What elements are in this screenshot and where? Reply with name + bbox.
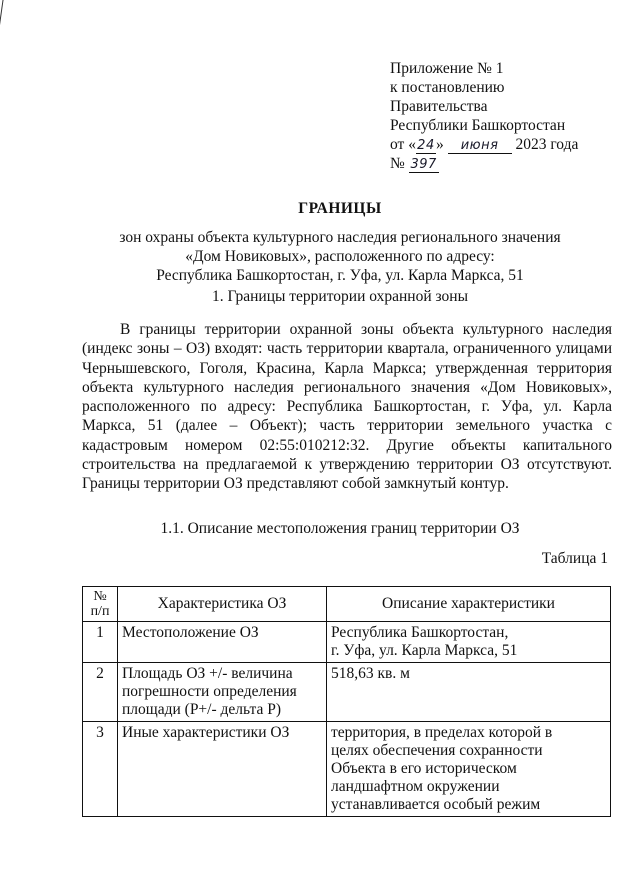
appendix-line: к постановлению [390,79,505,96]
table-label: Таблица 1 [541,550,608,567]
row-description: 518,63 кв. м [327,663,611,722]
date-day: 24 [417,138,435,153]
table-row [83,722,611,817]
section-1-heading: 1. Границы территории охранной зоны [211,288,468,305]
document-number: 397 [410,157,437,172]
appendix-line: Республики Башкортостан [390,117,566,134]
header-description: Описание характеристики [327,587,611,622]
appendix-title: Приложение № 1 [390,60,504,77]
appendix-block [390,59,578,173]
row-characteristic: Иные характеристики ОЗ [118,722,327,817]
header-characteristic: Характеристика ОЗ [118,587,327,622]
row-num: 3 [83,722,118,817]
row-description: Республика Башкортостан, г. Уфа, ул. Карла Маркса, 51 [327,622,611,663]
boundaries-table [82,586,611,817]
document-title [60,199,620,285]
section-1-1-heading: 1.1. Описание местоположения границ территории ОЗ [160,520,520,537]
title-line: Республика Башкортостан, г. Уфа, ул. Карла Маркса, 51 [156,267,524,284]
header-num: № п/п [83,587,118,622]
page-corner-mark [0,0,7,36]
table-row [83,663,611,722]
row-characteristic: Площадь ОЗ +/- величина погрешности определения площади (P+/- дельта P) [118,663,327,722]
appendix-date: от «24» июня 2023 года [390,136,579,153]
row-num: 1 [83,622,118,663]
row-characteristic: Местоположение ОЗ [118,622,327,663]
table-row [83,622,611,663]
row-num: 2 [83,663,118,722]
appendix-line: Правительства [390,98,488,115]
title-main: ГРАНИЦЫ [298,200,382,217]
row-description: территория, в пределах которой в целях обеспечения сохранности Объекта в его историческом ландшафтном окружении устанавливается особый режим [327,722,611,817]
appendix-number: № 397 [390,155,437,172]
title-line: зон охраны объекта культурного наследия регионального значения [119,229,561,246]
table-header-row [83,587,611,622]
section-1-paragraph: В границы территории охранной зоны объекта культурного наследия (индекс зоны – ОЗ) входят: часть территории квартала, ограниченного улицами Чернышевского, Гоголя, Красина, Карла Маркса; утвержденная территория объекта культурного наследия регионального значения «Дом Новиковых», расположенного по адресу: Республика Башкортостан, г. Уфа, ул. Карла Маркса, 51 (далее – Объект); часть территории земельного участка с кадастровым номером 02:55:010212:32. Другие объекты капитального строительства на предлагаемой к утверждению территории ОЗ отсутствуют. Границы территории ОЗ представляют собой замкнутый контур. [82,321,612,493]
title-line: «Дом Новиковых», расположенного по адресу: [185,248,495,265]
date-month: июня [448,138,512,154]
